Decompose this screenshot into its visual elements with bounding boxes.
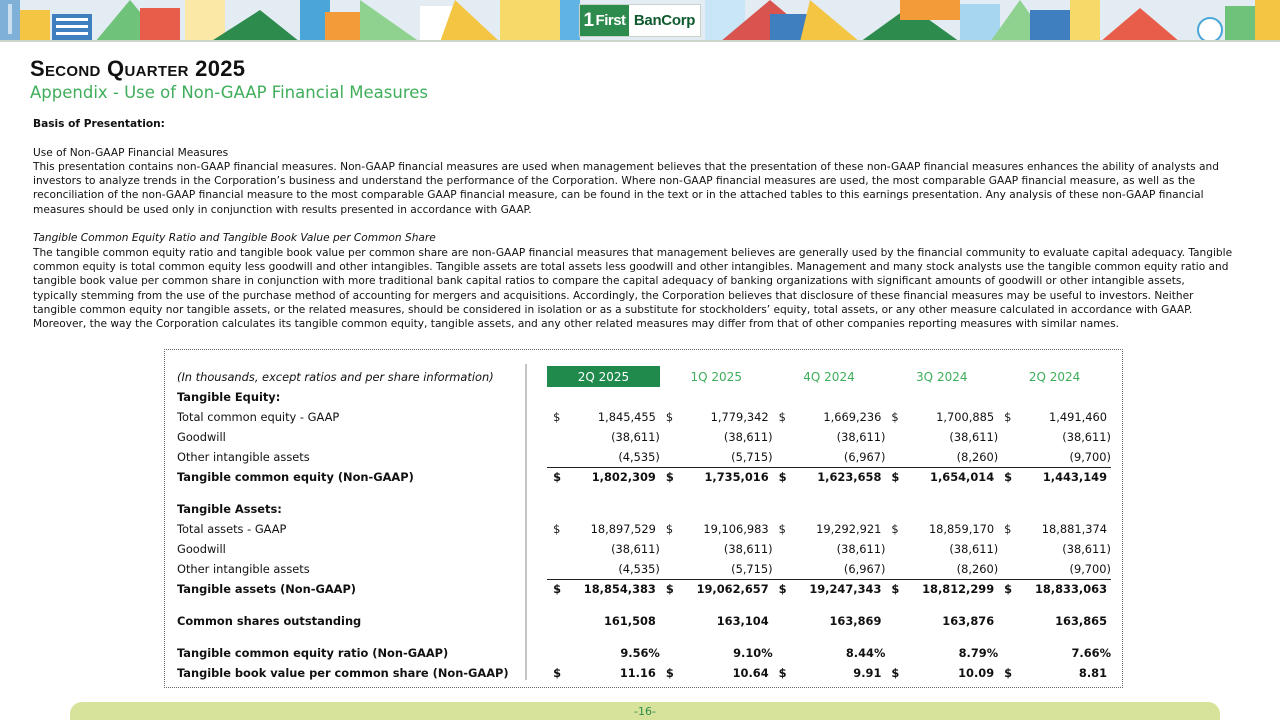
currency-sign: $ bbox=[553, 410, 561, 424]
cell-value: 1,669,236 bbox=[823, 410, 882, 424]
cell-value: 163,865 bbox=[1055, 614, 1107, 628]
currency-sign: $ bbox=[553, 522, 561, 536]
column-header: 3Q 2024 bbox=[916, 369, 968, 384]
cell-value: (38,611) bbox=[1062, 430, 1111, 444]
cell-value: (8,260) bbox=[956, 561, 999, 576]
cell-value: 1,654,014 bbox=[900, 467, 998, 487]
cell-value: 9.91 bbox=[853, 666, 882, 680]
table-header-row bbox=[177, 366, 1111, 387]
currency-sign: $ bbox=[553, 666, 562, 680]
row-label: Total assets - GAAP bbox=[177, 522, 287, 536]
cell-value: 163,876 bbox=[942, 614, 995, 628]
page-number: -16- bbox=[634, 705, 656, 718]
cell-value: 163,869 bbox=[829, 614, 882, 628]
cell-value: 19,062,657 bbox=[674, 579, 772, 599]
currency-sign: $ bbox=[998, 467, 1012, 487]
cell-value: 161,508 bbox=[603, 614, 656, 628]
cell-value: (38,611) bbox=[949, 542, 999, 556]
cell-value: 1,845,455 bbox=[597, 410, 656, 424]
cell-value: 18,881,374 bbox=[1041, 522, 1107, 536]
table-row bbox=[177, 447, 1111, 467]
cell-value: 10.64 bbox=[732, 666, 769, 680]
cell-value: 1,802,309 bbox=[561, 467, 659, 487]
cell-value: 10.09 bbox=[958, 666, 995, 680]
logo-mark bbox=[580, 5, 629, 36]
cell-value: (38,611) bbox=[1062, 542, 1111, 556]
cell-value: (4,535) bbox=[618, 449, 660, 464]
cell-value: (38,611) bbox=[723, 542, 773, 556]
cell-value: (9,700) bbox=[1069, 561, 1111, 576]
cell-value: 9.10% bbox=[733, 646, 773, 660]
cell-value: 11.16 bbox=[619, 666, 656, 680]
currency-sign: $ bbox=[891, 410, 899, 424]
currency-sign: $ bbox=[778, 410, 786, 424]
section1-line: reconciliation of the non-GAAP financial measure to the most comparable GAAP financial measure, can be found in the text or in the attached tables to this earnings presentation. Any analysis of these non-GAAP financial bbox=[33, 189, 1204, 202]
cell-value: 18,833,063 bbox=[1013, 579, 1112, 599]
row-label: Total common equity - GAAP bbox=[177, 410, 340, 424]
row-label: Tangible common equity ratio (Non-GAAP) bbox=[177, 646, 449, 660]
currency-sign: $ bbox=[885, 579, 899, 599]
cell-value: 1,779,342 bbox=[710, 410, 769, 424]
currency-sign: $ bbox=[660, 579, 674, 599]
table-row bbox=[177, 387, 1111, 407]
cell-value: 18,854,383 bbox=[561, 579, 659, 599]
table-row bbox=[177, 407, 1111, 427]
cell-value: 8.44% bbox=[845, 646, 886, 660]
cell-value: (38,611) bbox=[836, 430, 886, 444]
page-subtitle: Appendix - Use of Non-GAAP Financial Measures bbox=[30, 83, 429, 102]
section2-heading: Tangible Common Equity Ratio and Tangible Book Value per Common Share bbox=[33, 232, 436, 245]
cell-value: 19,106,983 bbox=[703, 522, 769, 536]
page-title: Second Quarter 2025 bbox=[30, 56, 246, 81]
column-header: 4Q 2024 bbox=[803, 369, 855, 384]
row-label: Other intangible assets bbox=[177, 450, 310, 464]
section1-heading: Use of Non-GAAP Financial Measures bbox=[33, 146, 229, 159]
table-row bbox=[177, 579, 1111, 599]
section2-line: tangible common equity nor tangible assets, or the related measures, should be considered in isolation or as a substitute for stockholders’ equity, total assets, or any other measure calculated in accordance with GAAP. bbox=[33, 303, 1193, 316]
currency-sign: $ bbox=[1004, 410, 1012, 424]
reconciliation-table-box bbox=[164, 349, 1123, 688]
cell-value: 18,897,529 bbox=[590, 522, 656, 536]
table-row bbox=[177, 467, 1111, 487]
row-label: Tangible common equity (Non-GAAP) bbox=[177, 470, 414, 484]
currency-sign: $ bbox=[665, 522, 674, 536]
table-row bbox=[177, 611, 1111, 631]
section2-line: The tangible common equity ratio and tangible book value per common share are non-GAAP financial measures that management believes are generally used by the financial community to evaluate capital adequacy. Tangible bbox=[33, 246, 1233, 259]
cell-value: 1,443,149 bbox=[1013, 467, 1112, 487]
table-row bbox=[177, 663, 1111, 683]
cell-value: (8,260) bbox=[956, 449, 999, 464]
cell-value: 7.66% bbox=[1071, 646, 1111, 660]
cell-value: 8.81 bbox=[1078, 666, 1107, 680]
currency-sign: $ bbox=[773, 467, 787, 487]
logo-one: 1 bbox=[583, 9, 594, 31]
currency-sign: $ bbox=[1004, 522, 1012, 536]
cell-value: 9.56% bbox=[620, 646, 660, 660]
section1-line: This presentation contains non-GAAP financial measures. Non-GAAP financial measures are used when management believes that the presentation of these non-GAAP financial measures enhances the ability of analysts and bbox=[33, 160, 1219, 173]
table-caption: (In thousands, except ratios and per share information) bbox=[177, 369, 494, 384]
currency-sign: $ bbox=[891, 522, 899, 536]
cell-value: (38,611) bbox=[611, 430, 660, 444]
logo-first: First bbox=[595, 12, 626, 29]
equity-heading: Tangible Equity: bbox=[177, 390, 281, 404]
currency-sign: $ bbox=[885, 467, 899, 487]
cell-value: (38,611) bbox=[723, 430, 773, 444]
section1-line: measures should be used only in conjunction with results presented in accordance with GAAP. bbox=[33, 203, 532, 216]
cell-value: (38,611) bbox=[611, 542, 660, 556]
basis-heading: Basis of Presentation: bbox=[33, 118, 165, 130]
non-gaap-reconciliation-table bbox=[177, 366, 1111, 683]
currency-sign: $ bbox=[998, 579, 1012, 599]
section2-line: Moreover, the way the Corporation calculates its tangible common equity, tangible assets, and any other related measures may differ from that of other companies reporting measures with similar names. bbox=[33, 318, 1119, 331]
cell-value: (6,967) bbox=[843, 449, 886, 464]
currency-sign: $ bbox=[1004, 666, 1013, 680]
cell-value: (5,715) bbox=[731, 561, 773, 576]
cell-value: 8.79% bbox=[958, 646, 999, 660]
cell-value: (9,700) bbox=[1069, 449, 1111, 464]
currency-sign: $ bbox=[665, 666, 674, 680]
column-header: 2Q 2024 bbox=[1028, 369, 1081, 384]
cell-value: (5,715) bbox=[731, 449, 773, 464]
section2-line: tangible book value per common share in conjunction with more traditional bank capital ratios to compare the capital adequacy of banking organizations with significant amounts of goodwill or other intangible assets, bbox=[33, 275, 1185, 288]
table-row bbox=[177, 559, 1111, 579]
cell-value: (38,611) bbox=[949, 430, 999, 444]
currency-sign: $ bbox=[547, 467, 561, 487]
currency-sign: $ bbox=[778, 666, 787, 680]
first-bancorp-logo bbox=[579, 4, 701, 37]
cell-value: 1,735,016 bbox=[674, 467, 772, 487]
section2-line: typically stemming from the use of the purchase method of accounting for mergers and acquisitions. Accordingly, the Corporation believes that disclosure of these financial measures may be useful to investors. Neither bbox=[33, 289, 1194, 302]
table-row bbox=[177, 519, 1111, 539]
cell-value: 1,700,885 bbox=[936, 410, 995, 424]
cell-value: (38,611) bbox=[836, 542, 886, 556]
column-header: 2Q 2025 bbox=[547, 366, 660, 387]
logo-bancorp: BanCorp bbox=[633, 12, 696, 29]
row-label: Common shares outstanding bbox=[177, 614, 362, 628]
row-label: Tangible assets (Non-GAAP) bbox=[177, 582, 357, 596]
cell-value: 1,623,658 bbox=[787, 467, 885, 487]
cell-value: 19,247,343 bbox=[787, 579, 885, 599]
basis-of-presentation bbox=[33, 117, 1253, 331]
currency-sign: $ bbox=[891, 666, 900, 680]
currency-sign: $ bbox=[660, 467, 674, 487]
footer-bar bbox=[70, 702, 1220, 720]
cell-value: 163,104 bbox=[716, 614, 769, 628]
cell-value: (4,535) bbox=[618, 561, 660, 576]
table-row bbox=[177, 643, 1111, 663]
table-row bbox=[177, 427, 1111, 447]
currency-sign: $ bbox=[665, 410, 674, 424]
header-banner bbox=[0, 0, 1280, 42]
table-row bbox=[177, 539, 1111, 559]
currency-sign: $ bbox=[778, 522, 786, 536]
currency-sign: $ bbox=[773, 579, 787, 599]
row-label: Other intangible assets bbox=[177, 562, 310, 576]
section2-line: common equity is total common equity less goodwill and other intangibles. Tangible assets are total assets less goodwill and other intangibles. Management and many stock analysts use the tangible common equity ratio and bbox=[33, 260, 1229, 273]
row-label: Goodwill bbox=[177, 542, 226, 556]
cell-value: 19,292,921 bbox=[816, 522, 882, 536]
section1-line: investors to analyze trends in the Corporation’s business and understand the performance of the Corporation. Where non-GAAP financial measures are used, the most comparable GAAP financial measure, as well as the bbox=[33, 175, 1196, 188]
currency-sign: $ bbox=[547, 579, 561, 599]
cell-value: 1,491,460 bbox=[1049, 410, 1107, 424]
row-label: Goodwill bbox=[177, 430, 226, 444]
row-label: Tangible book value per common share (Non-GAAP) bbox=[177, 666, 509, 680]
table-row bbox=[177, 499, 1111, 519]
column-header: 1Q 2025 bbox=[690, 369, 742, 384]
cell-value: 18,812,299 bbox=[900, 579, 998, 599]
assets-heading: Tangible Assets: bbox=[177, 502, 282, 516]
cell-value: (6,967) bbox=[843, 561, 886, 576]
cell-value: 18,859,170 bbox=[928, 522, 995, 536]
